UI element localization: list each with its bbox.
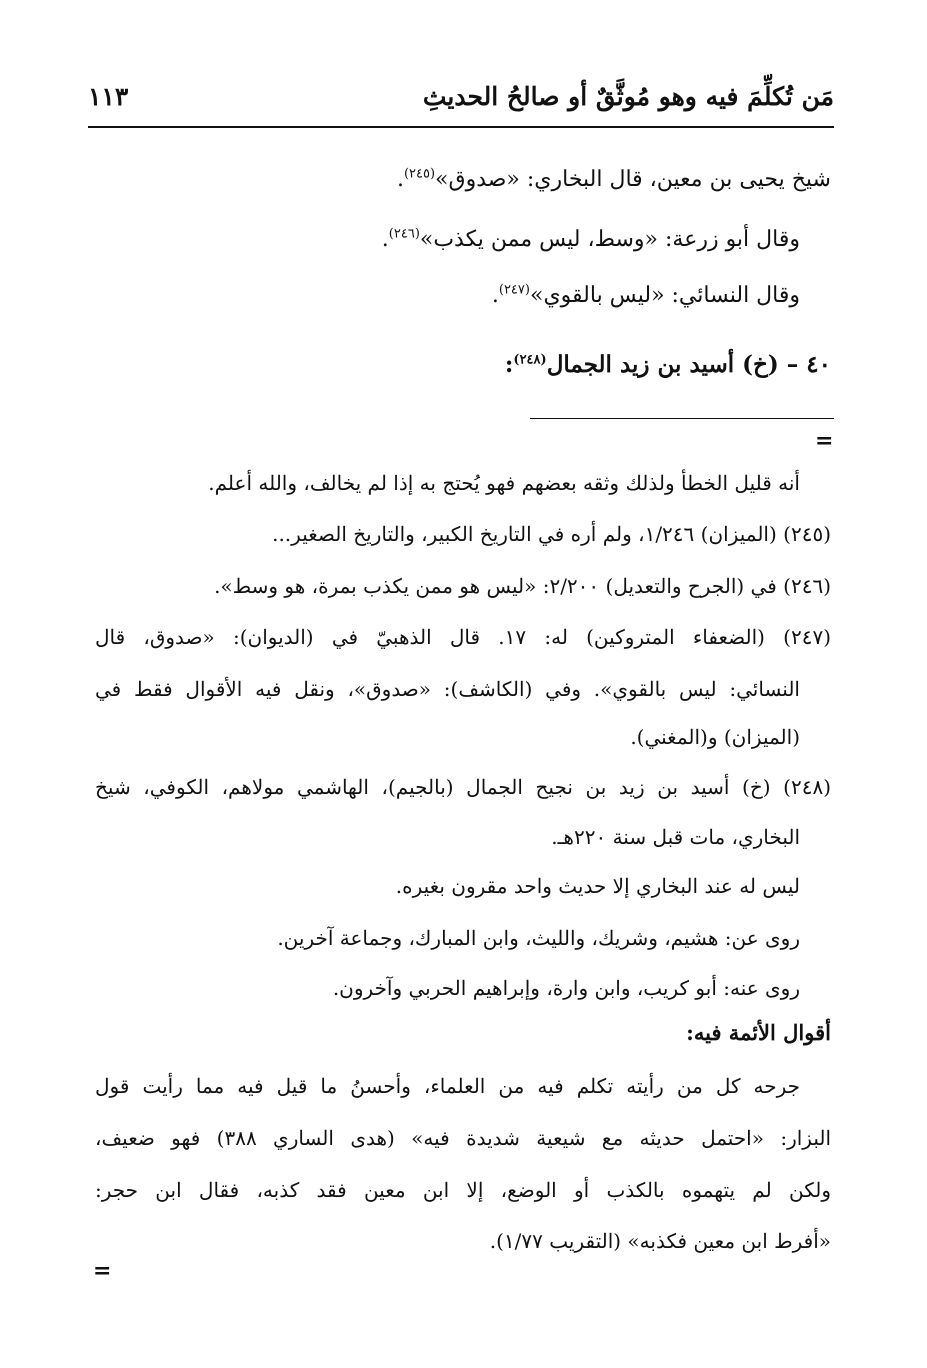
footnote-248-line-2: البخاري، مات قبل سنة ٢٢٠هـ.	[551, 825, 800, 849]
body-punct-1: .	[396, 167, 404, 192]
footnote-248-line-5: روى عنه: أبو كريب، وابن وارة، وإبراهيم الحربي وآخرون.	[332, 976, 800, 1000]
body-line-2	[382, 225, 800, 255]
footnote-ref-245: (٢٤٥)	[403, 166, 436, 182]
footnote-246: (٢٤٦) في (الجرح والتعديل) ٢/٢٠٠: «ليس هو ممن يكذب بمرة، هو وسط».	[214, 574, 831, 598]
footnote-248-line-1: (٢٤٨) (خ) أسيد بن زيد بن نجيح الجمال (بالجيم)، الهاشمي مولاهم، الكوفي، شيخ	[95, 775, 831, 799]
body-text-2: وقال أبو زرعة: «وسط، ليس ممن يكذب»	[419, 227, 800, 252]
footnote-247-line-1: (٢٤٧) (الضعفاء المتروكين) له: ١٧. قال الذهبيّ في (الديوان): «صدوق، قال	[95, 625, 831, 649]
body-punct-3: .	[491, 283, 499, 308]
imams-line-1: جرحه كل من رأيته تكلم فيه من العلماء، وأحسنُ ما قيل فيه مما رأيت قول	[95, 1074, 800, 1098]
footnote-ref-247: (٢٤٧)	[498, 282, 530, 298]
body-line-1	[397, 165, 831, 195]
footnote-247-line-2: النسائي: ليس بالقوي». وفي (الكاشف): «صدوق»، ونقل فيه الأقوال فقط في	[95, 677, 800, 701]
page-number: ١١٣	[88, 82, 129, 111]
footnote-248-line-4: روى عن: هشيم، وشريك، والليث، وابن المبارك، وجماعة آخرين.	[277, 926, 800, 950]
running-title: مَن تُكلِّمَ فيه وهو مُوثَّقٌ أو صالحُ الحديثِ	[422, 82, 834, 111]
body-text-1: شيخ يحيى بن معين، قال البخاري: «صدوق»	[435, 167, 831, 192]
entry-heading-text: ٤٠ – (خ) أسيد بن زيد الجمال	[546, 351, 831, 378]
entry-heading-punct: :	[504, 351, 514, 378]
running-header	[88, 78, 834, 122]
footnote-ref-248: (٢٤٨)	[513, 352, 547, 368]
footnote-continuation: أنه قليل الخطأ ولذلك وثقه بعضهم فهو يُحتج به إذا لم يخالف، والله أعلم.	[208, 471, 800, 495]
header-rule	[88, 126, 834, 128]
body-line-3	[492, 281, 800, 311]
imams-heading: أقوال الأئمة فيه:	[686, 1020, 831, 1045]
continuation-mark-bottom: =	[93, 1258, 112, 1284]
footnote-245: (٢٤٥) (الميزان) ١/٢٤٦، ولم أره في التاريخ الكبير، والتاريخ الصغير...	[272, 522, 831, 546]
footnote-separator	[530, 418, 834, 419]
imams-line-3: ولكن لم يتهموه بالكذب أو الوضع، إلا ابن معين فقد كذبه، فقال ابن حجر:	[95, 1178, 831, 1202]
entry-heading	[505, 350, 831, 380]
imams-line-4: «أفرط ابن معين فكذبه» (التقريب ١/٧٧).	[489, 1229, 831, 1253]
body-punct-2: .	[381, 227, 389, 252]
footnote-ref-246: (٢٤٦)	[388, 226, 420, 242]
footnote-247-line-3: (الميزان) و(المغني).	[630, 725, 800, 749]
footnote-248-line-3: ليس له عند البخاري إلا حديث واحد مقرون بغيره.	[395, 874, 800, 898]
imams-line-2: البزار: «احتمل حديثه مع شيعية شديدة فيه» (هدى الساري ٣٨٨) فهو ضعيف،	[95, 1126, 832, 1150]
body-text-3: وقال النسائي: «ليس بالقوي»	[529, 283, 800, 308]
continuation-mark-top: =	[815, 428, 834, 454]
